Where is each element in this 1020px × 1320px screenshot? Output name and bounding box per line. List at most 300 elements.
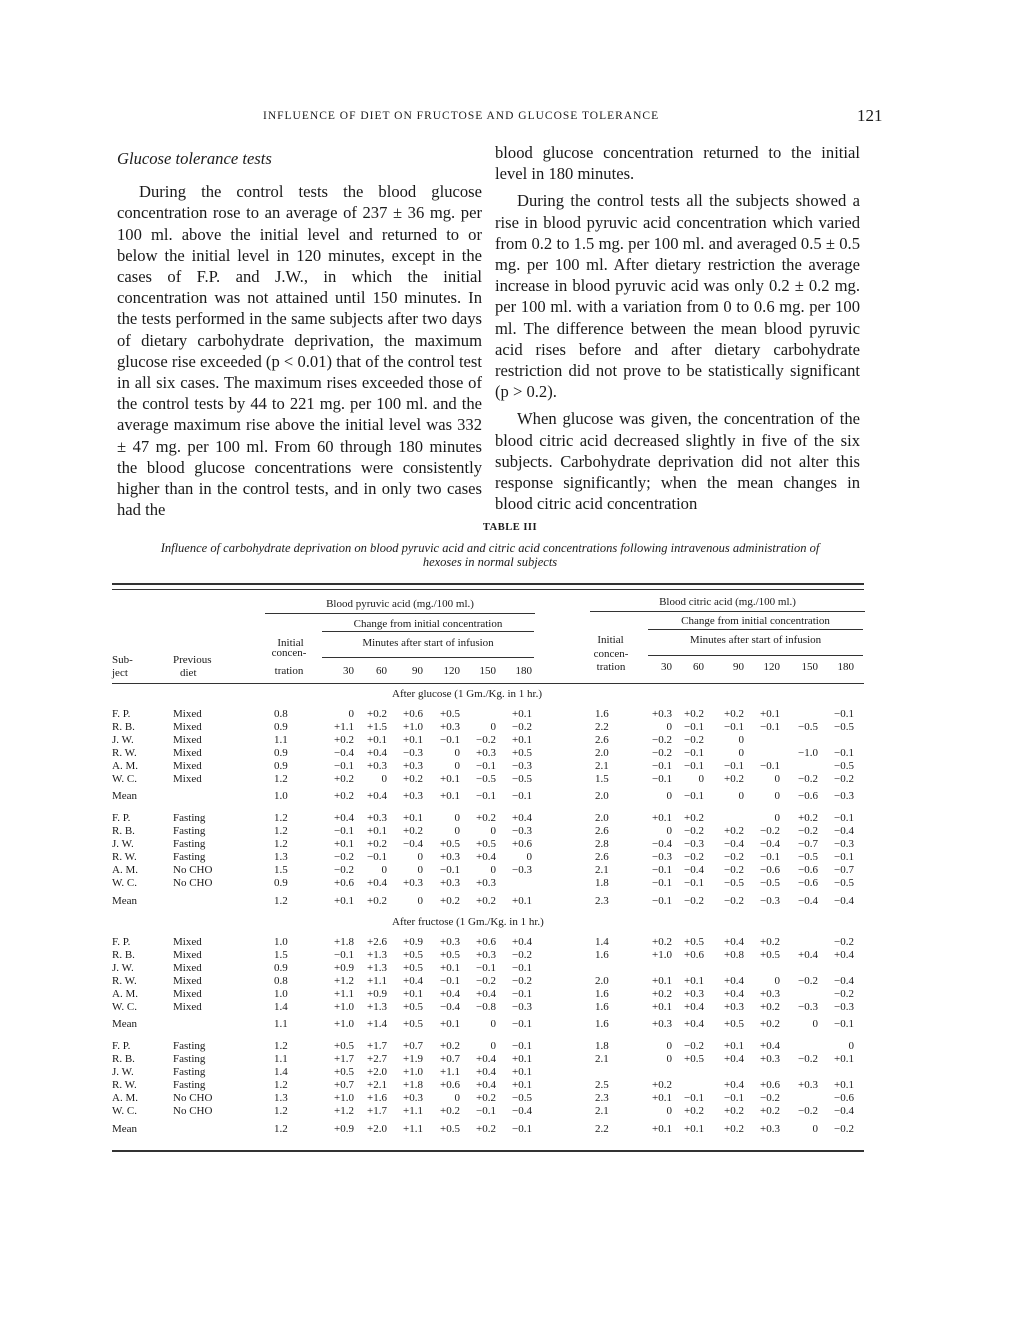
citric-change-cell: −0.2 [724,851,744,864]
diet-cell: Mixed [173,733,202,746]
pyruvic-initial-cell: 1.2 [274,1104,288,1117]
initial-header: tration [596,661,626,673]
subject-header: Sub- [112,654,133,666]
time-header-180: 180 [515,665,532,677]
subject-cell: W. C. [112,772,137,785]
pyruvic-change-cell: −0.4 [440,1000,460,1013]
time-header-60: 60 [376,665,387,677]
citric-change-cell: −0.2 [834,772,854,785]
citric-initial-cell: 1.6 [595,948,609,961]
diet-header: diet [180,667,197,679]
citric-mean-cell: −0.2 [834,1122,854,1135]
pyruvic-initial-cell: 1.5 [274,948,288,961]
pyruvic-change-cell: +0.7 [334,1079,354,1092]
citric-group-header: Blood citric acid (mg./100 ml.) [659,596,796,608]
citric-mean-cell: −0.6 [798,790,818,803]
pyruvic-initial-cell: 1.1 [274,733,288,746]
pyruvic-change-cell: +1.7 [367,1104,387,1117]
section-label: After fructose (1 Gm./Kg. in 1 hr.) [392,916,544,928]
pyruvic-initial-cell: 1.3 [274,851,288,864]
diet-cell: No CHO [173,864,213,876]
pyruvic-change-cell: +0.5 [334,1066,354,1079]
citric-change-cell: −0.2 [760,1092,780,1104]
pyruvic-change-cell: +0.3 [476,876,496,889]
pyruvic-change-cell: −0.2 [334,864,354,876]
pyruvic-change-cell: +0.4 [403,974,423,987]
citric-initial-cell: 1.6 [595,1018,609,1031]
pyruvic-change-cell: +1.3 [367,948,387,961]
pyruvic-mean-cell: +0.9 [334,1122,354,1135]
citric-change-cell: −0.3 [834,1000,854,1013]
rule-divider [590,611,865,612]
pyruvic-change-cell: +0.5 [440,948,460,961]
citric-change-cell: −1.0 [798,746,818,759]
pyruvic-change-cell: +0.1 [512,1079,532,1092]
pyruvic-change-cell: 0 [454,825,460,838]
diet-cell: Mixed [173,974,202,987]
table-top-rule [112,589,864,590]
pyruvic-change-cell: +0.4 [476,1079,496,1092]
pyruvic-change-cell: +2.1 [367,1079,387,1092]
pyruvic-initial-cell: 1.4 [274,1066,288,1079]
citric-initial-cell: 2.0 [595,812,609,825]
citric-change-cell: +0.3 [760,987,780,1000]
pyruvic-change-cell: −0.1 [512,1040,532,1053]
pyruvic-change-cell: +0.4 [334,812,354,825]
initial-header: concen- [271,647,307,659]
citric-initial-cell: 1.6 [595,708,609,720]
citric-change-cell: −0.2 [834,987,854,1000]
diet-cell: Mixed [173,772,202,785]
pyruvic-change-cell: 0 [417,851,423,864]
subject-cell: R. B. [112,720,135,733]
subject-cell: R. B. [112,1053,135,1066]
citric-change-cell: −0.6 [798,876,818,889]
pyruvic-change-cell: +0.1 [440,772,460,785]
pyruvic-change-cell: +1.2 [334,1104,354,1117]
pyruvic-change-cell: 0 [348,708,354,720]
pyruvic-change-cell: −0.8 [476,1000,496,1013]
citric-change-cell: +0.3 [798,1079,818,1092]
citric-change-cell: +0.5 [684,936,704,948]
diet-cell: No CHO [173,876,213,889]
citric-change-cell: 0 [738,746,744,759]
pyruvic-initial-cell: 1.2 [274,772,288,785]
pyruvic-mean-cell: +1.4 [367,1018,387,1031]
rule-divider [648,655,863,656]
left-column [117,142,482,520]
pyruvic-mean-cell: +0.1 [512,894,532,907]
citric-mean-cell: +0.4 [684,1018,704,1031]
subject-cell: R. W. [112,1079,137,1092]
initial-header: concen- [593,648,629,660]
pyruvic-initial-cell: 1.2 [274,1040,288,1053]
pyruvic-change-cell: 0 [526,851,532,864]
pyruvic-change-cell: +2.6 [367,936,387,948]
citric-change-cell: 0 [666,1104,672,1117]
subject-cell: A. M. [112,864,138,876]
diet-cell: No CHO [173,1104,213,1117]
pyruvic-initial-cell: 0.9 [274,961,288,974]
pyruvic-change-cell: +0.1 [512,708,532,720]
pyruvic-change-cell: +1.8 [334,936,354,948]
citric-initial-cell: 2.1 [595,759,609,772]
citric-change-cell: −0.2 [834,936,854,948]
citric-change-cell: +0.2 [684,708,704,720]
citric-initial-cell: 2.1 [595,1053,609,1066]
pyruvic-change-cell: −0.3 [512,825,532,838]
pyruvic-change-cell: −0.1 [440,733,460,746]
pyruvic-mean-cell: +0.1 [440,1018,460,1031]
time-header-30: 30 [343,665,354,677]
time-header-120: 120 [763,661,780,673]
citric-change-cell: −0.4 [684,864,704,876]
citric-change-cell: −0.4 [724,838,744,851]
citric-change-cell: −0.1 [652,772,672,785]
pyruvic-change-cell: 0 [454,812,460,825]
subject-cell: F. P. [112,936,131,948]
citric-mean-cell: −0.3 [760,894,780,907]
citric-change-cell: −0.4 [760,838,780,851]
citric-change-cell: −0.1 [684,720,704,733]
pyruvic-change-cell: +0.5 [512,746,532,759]
diet-cell: No CHO [173,1092,213,1104]
pyruvic-mean-cell: +1.0 [334,1018,354,1031]
pyruvic-change-cell: −0.4 [334,746,354,759]
pyruvic-change-cell: −0.1 [367,851,387,864]
pyruvic-change-cell: 0 [490,1040,496,1053]
pyruvic-change-cell: +0.6 [334,876,354,889]
pyruvic-mean-cell: +2.0 [367,1122,387,1135]
diet-cell: Fasting [173,1066,206,1079]
time-header-90: 90 [733,661,744,673]
citric-change-cell: +0.1 [724,1040,744,1053]
pyruvic-change-cell: +1.0 [334,1092,354,1104]
pyruvic-change-cell: +0.3 [476,746,496,759]
rule-divider [322,657,534,658]
pyruvic-change-cell: +0.1 [334,838,354,851]
citric-initial-cell: 2.0 [595,746,609,759]
pyruvic-change-cell: −0.3 [512,864,532,876]
diet-cell: Mixed [173,987,202,1000]
citric-change-cell: −0.3 [798,1000,818,1013]
pyruvic-change-cell: +0.5 [440,838,460,851]
pyruvic-change-cell: +0.2 [334,733,354,746]
running-head: INFLUENCE OF DIET ON FRUCTOSE AND GLUCOSE TOLERANCE [263,110,660,122]
paragraph: During the control tests all the subjects showed a rise in blood pyruvic acid concentration which varied from 0.2 to 1.5 mg. per 100 ml. and averaged 0.5 ± 0.5 mg. per 100 ml. After dietary restriction the average increase in blood pyruvic acid was only 0.2 ± 0.2 mg. per 100 ml. with a variation from 0 to 0.6 mg. per 100 ml. The difference between the mean blood pyruvic acid rises before and after dietary carbohydrate restriction did not prove to be statistically significant (p > 0.2). [495,191,860,402]
citric-change-cell: −0.3 [652,851,672,864]
pyruvic-change-cell: −0.2 [512,948,532,961]
pyruvic-change-cell: +0.5 [403,1000,423,1013]
citric-change-cell: 0 [698,772,704,785]
table-caption: Influence of carbohydrate deprivation on blood pyruvic acid and citric acid concentrations following intravenous administration of hexoses in normal subjects [160,541,820,569]
pyruvic-change-cell: +0.5 [440,708,460,720]
pyruvic-change-cell: −0.5 [476,772,496,785]
citric-change-cell: +0.2 [652,936,672,948]
subject-cell: R. W. [112,851,137,864]
citric-change-cell: +0.3 [760,1053,780,1066]
diet-cell: Mixed [173,961,202,974]
initial-header: Initial [597,634,624,646]
citric-change-cell: −0.1 [760,759,780,772]
pyruvic-change-cell: −0.1 [440,974,460,987]
citric-change-cell: +0.1 [652,1092,672,1104]
citric-change-cell: −0.1 [684,1092,704,1104]
pyruvic-mean-cell: −0.1 [512,1122,532,1135]
subject-cell: J. W. [112,1066,134,1079]
pyruvic-initial-cell: 1.2 [274,1079,288,1092]
citric-change-cell: −0.2 [652,733,672,746]
subject-cell: W. C. [112,876,137,889]
pyruvic-change-cell: +0.5 [403,948,423,961]
diet-header: Previous [173,654,212,666]
pyruvic-initial-cell: 1.2 [274,1122,288,1135]
citric-change-cell: +0.1 [652,974,672,987]
diet-cell: Mixed [173,720,202,733]
paragraph: During the control tests the blood glucose concentration rose to an average of 237 ± 36 mg. per 100 ml. above the initial level and returned to or below the initial level in 120 minutes, except in the cases of F.P. and J.W., in which the initial concentration was not attained until 150 minutes. In the tests performed in the same subjects after two days of dietary carbohydrate deprivation, the maximum glucose rise exceeded (p < 0.01) that of the control test in all six cases. The maximum rises exceeded those of the control tests by 44 to 221 mg. per 100 ml. and the average maximum rise above the initial level was 332 ± 47 mg. per 100 ml. From 60 through 180 minutes the blood glucose concentrations were consistently higher than in the control tests, and in only two cases had the [117,182,482,520]
citric-change-cell: 0 [666,1053,672,1066]
table-bottom-rule [112,1150,864,1152]
citric-change-cell: −0.2 [684,825,704,838]
pyruvic-change-cell: +0.1 [512,733,532,746]
subject-cell: A. M. [112,759,138,772]
diet-cell: Fasting [173,1040,206,1053]
citric-change-cell: +0.6 [684,948,704,961]
pyruvic-initial-cell: 1.2 [274,838,288,851]
pyruvic-initial-cell: 1.0 [274,790,288,803]
citric-change-cell: −0.3 [684,838,704,851]
pyruvic-change-cell: +0.3 [403,1092,423,1104]
citric-change-cell: −0.6 [834,1092,854,1104]
pyruvic-change-cell: +1.1 [367,974,387,987]
citric-change-cell: −0.6 [798,864,818,876]
pyruvic-change-cell: −0.1 [512,961,532,974]
citric-change-cell: −0.1 [834,851,854,864]
pyruvic-change-cell: +1.1 [440,1066,460,1079]
change-header: Change from initial concentration [681,615,830,627]
mean-label: Mean [112,894,138,907]
pyruvic-change-cell: +1.9 [403,1053,423,1066]
citric-change-cell: −0.7 [798,838,818,851]
pyruvic-change-cell: −0.4 [512,1104,532,1117]
rule-divider [648,629,863,630]
citric-initial-cell: 2.1 [595,1104,609,1117]
pyruvic-change-cell: −0.2 [476,733,496,746]
table-title: TABLE III [482,522,538,533]
time-header-60: 60 [693,661,704,673]
subject-cell: J. W. [112,733,134,746]
pyruvic-change-cell: +1.0 [403,1066,423,1079]
diet-cell: Fasting [173,838,206,851]
pyruvic-change-cell: +1.5 [367,720,387,733]
pyruvic-mean-cell: +0.2 [367,894,387,907]
change-header: Change from initial concentration [353,618,503,630]
pyruvic-change-cell: +0.2 [440,1104,460,1117]
citric-change-cell: +0.2 [724,825,744,838]
pyruvic-change-cell: 0 [490,825,496,838]
citric-change-cell: −0.2 [684,1040,704,1053]
pyruvic-change-cell: +0.2 [440,1040,460,1053]
citric-initial-cell: 2.8 [595,838,609,851]
pyruvic-mean-cell: +0.3 [403,790,423,803]
pyruvic-change-cell: −0.3 [403,746,423,759]
citric-change-cell: −0.1 [760,851,780,864]
citric-change-cell: 0 [774,974,780,987]
citric-change-cell: −0.1 [724,1092,744,1104]
pyruvic-change-cell: +0.6 [440,1079,460,1092]
pyruvic-change-cell: +1.1 [334,987,354,1000]
citric-initial-cell: 1.5 [595,772,609,785]
pyruvic-change-cell: +0.6 [476,936,496,948]
citric-change-cell: −0.1 [834,708,854,720]
citric-change-cell: +0.4 [724,987,744,1000]
pyruvic-change-cell: +0.9 [403,936,423,948]
pyruvic-change-cell: +0.4 [367,876,387,889]
pyruvic-change-cell: +1.3 [367,1000,387,1013]
pyruvic-initial-cell: 1.4 [274,1000,288,1013]
citric-change-cell: +0.1 [834,1079,854,1092]
pyruvic-change-cell: +1.1 [334,720,354,733]
pyruvic-change-cell: +0.7 [403,1040,423,1053]
pyruvic-initial-cell: 0.9 [274,720,288,733]
citric-change-cell: +0.1 [684,974,704,987]
pyruvic-change-cell: −0.1 [334,759,354,772]
citric-change-cell: −0.4 [652,838,672,851]
citric-initial-cell: 2.6 [595,851,609,864]
paragraph: When glucose was given, the concentration of the blood citric acid decreased slightly in five of the six subjects. Carbohydrate deprivation did not alter this response significantly; when the mean changes in blood citric acid concentration [495,409,860,514]
pyruvic-change-cell: +0.3 [440,876,460,889]
citric-change-cell: +0.4 [724,936,744,948]
pyruvic-change-cell: −0.3 [512,1000,532,1013]
initial-header: tration [274,665,304,677]
pyruvic-change-cell: +1.8 [403,1079,423,1092]
citric-change-cell: 0 [774,772,780,785]
citric-initial-cell: 2.1 [595,864,609,876]
citric-change-cell: −0.2 [760,825,780,838]
citric-change-cell: +0.4 [760,1040,780,1053]
section-heading: Glucose tolerance tests [117,149,272,168]
citric-change-cell: +0.2 [724,708,744,720]
citric-change-cell: +0.2 [760,936,780,948]
pyruvic-group-header: Blood pyruvic acid (mg./100 ml.) [326,598,474,610]
pyruvic-mean-cell: +0.1 [440,790,460,803]
citric-change-cell: 0 [848,1040,854,1053]
citric-mean-cell: −0.4 [834,894,854,907]
citric-mean-cell: +0.3 [760,1122,780,1135]
citric-change-cell: −0.1 [834,812,854,825]
pyruvic-mean-cell: +0.5 [440,1122,460,1135]
pyruvic-change-cell: +2.0 [367,1066,387,1079]
paragraph: blood glucose concentration returned to the initial level in 180 minutes. [495,143,860,184]
pyruvic-change-cell: −0.1 [512,987,532,1000]
subject-cell: R. B. [112,948,135,961]
pyruvic-change-cell: +0.3 [440,936,460,948]
citric-change-cell: −0.6 [760,864,780,876]
pyruvic-mean-cell: +0.4 [367,790,387,803]
citric-initial-cell: 2.2 [595,720,609,733]
diet-cell: Fasting [173,812,206,825]
diet-cell: Fasting [173,1053,206,1066]
citric-mean-cell: −0.4 [798,894,818,907]
citric-change-cell: −0.5 [834,720,854,733]
pyruvic-change-cell: −0.3 [512,759,532,772]
diet-cell: Mixed [173,948,202,961]
pyruvic-change-cell: +0.4 [440,987,460,1000]
citric-change-cell: +1.0 [652,948,672,961]
citric-change-cell: −0.5 [798,720,818,733]
pyruvic-change-cell: 0 [381,864,387,876]
citric-initial-cell: 2.0 [595,790,609,803]
citric-change-cell: +0.2 [652,1079,672,1092]
citric-change-cell: +0.2 [684,812,704,825]
pyruvic-change-cell: +0.1 [403,733,423,746]
pyruvic-mean-cell: +0.2 [334,790,354,803]
citric-mean-cell: 0 [738,790,744,803]
pyruvic-mean-cell: 0 [417,894,423,907]
pyruvic-change-cell: +0.3 [403,759,423,772]
minutes-header: Minutes after start of infusion [362,637,494,649]
pyruvic-change-cell: +0.1 [367,733,387,746]
pyruvic-change-cell: +0.6 [512,838,532,851]
diet-cell: Fasting [173,851,206,864]
pyruvic-change-cell: +1.3 [367,961,387,974]
citric-change-cell: 0 [738,733,744,746]
pyruvic-change-cell: +0.3 [440,720,460,733]
page-number: 121 [857,106,883,125]
time-header-180: 180 [837,661,854,673]
pyruvic-change-cell: −0.2 [476,974,496,987]
citric-change-cell: +0.1 [652,1000,672,1013]
pyruvic-mean-cell: −0.1 [512,1018,532,1031]
pyruvic-change-cell: +0.2 [334,772,354,785]
citric-change-cell: +0.3 [652,708,672,720]
subject-cell: R. W. [112,974,137,987]
citric-change-cell: 0 [666,720,672,733]
citric-change-cell: −0.7 [834,864,854,876]
citric-change-cell: +0.4 [684,1000,704,1013]
pyruvic-change-cell: +0.3 [440,851,460,864]
subject-cell: F. P. [112,812,131,825]
pyruvic-change-cell: +1.0 [403,720,423,733]
pyruvic-change-cell: −0.1 [334,948,354,961]
diet-cell: Mixed [173,759,202,772]
pyruvic-change-cell: −0.1 [476,759,496,772]
citric-mean-cell: 0 [812,1018,818,1031]
citric-mean-cell: −0.2 [724,894,744,907]
time-header-150: 150 [479,665,496,677]
pyruvic-mean-cell: 0 [490,1018,496,1031]
citric-initial-cell: 1.6 [595,987,609,1000]
subject-cell: W. C. [112,1104,137,1117]
subject-cell: F. P. [112,708,131,720]
pyruvic-change-cell: 0 [454,1092,460,1104]
time-header-90: 90 [412,665,423,677]
citric-mean-cell: 0 [666,790,672,803]
citric-change-cell: +0.2 [798,812,818,825]
citric-change-cell: +0.2 [724,772,744,785]
pyruvic-change-cell: +1.0 [334,1000,354,1013]
pyruvic-mean-cell: −0.1 [512,790,532,803]
citric-change-cell: −0.2 [652,746,672,759]
pyruvic-initial-cell: 0.8 [274,974,288,987]
pyruvic-change-cell: −0.1 [440,864,460,876]
right-column [495,142,860,514]
citric-change-cell: +0.1 [652,812,672,825]
citric-change-cell: +0.4 [834,948,854,961]
citric-change-cell: +0.3 [724,1000,744,1013]
pyruvic-initial-cell: 1.2 [274,894,288,907]
citric-change-cell: −0.2 [798,772,818,785]
